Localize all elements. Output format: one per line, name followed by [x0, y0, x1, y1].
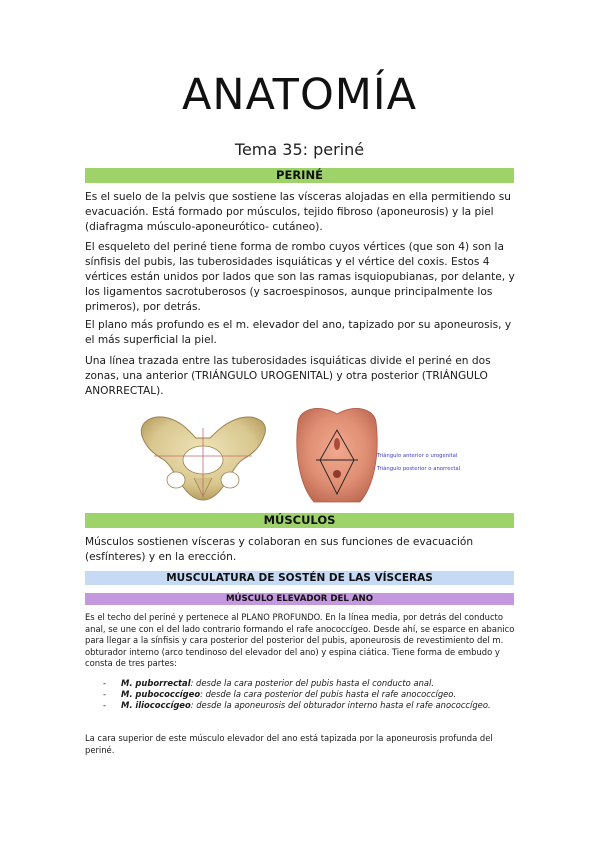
muscle-part-name: M. puborrectal [121, 678, 191, 688]
paragraph-triangles: Una línea trazada entre las tuberosidades isquiáticas divide el periné en dos zonas, una anterior (TRIÁNGULO UROGENITAL) y otra posterior (TRIÁNGULO ANORRECTAL). [85, 355, 491, 397]
list-item [103, 689, 503, 700]
muscle-part-description: : desde la cara posterior del pubis hasta el conducto anal. [190, 678, 435, 688]
figure-label-urogenital: Triángulo anterior o urogenital [377, 453, 458, 459]
paragraph-skeleton: El esqueleto del periné tiene forma de rombo cuyos vértices (que son 4) son la sínfisis del pubis, las tuberosidades isquiáticas y el vértice del coxis. Estos 4 vértices están unidos por lados que son las ramas isquiopubianas, por delante, y los ligamentos sacrotuberosos (y sacroespinosos, aunque principalmente los primeros), por detrás. [85, 241, 515, 313]
muscle-part-name: M. pubococcígeo [121, 689, 201, 700]
muscle-part-name: M. iliococcígeo [121, 700, 191, 711]
page-subtitle: Tema 35: periné [234, 140, 365, 159]
paragraph-elevador-intro: Es el techo del periné y pertenece al PLANO PROFUNDO. En la línea media, por detrás del conducto anal, se une con el del lado contrario formando el rafe anococcígeo. Desde ahí, se esparce en abanico para llegar a la sínfisis y cara posterior del posterior del pubis, aponeurosis de revestimiento del m. obturador interno (arco tendinoso del elevador del ano) y espina ciática. Tiene forma de embudo y consta de tres partes: [85, 612, 515, 668]
list-item [103, 700, 503, 711]
paragraph-deep-plane: El plano más profundo es el m. elevador del ano, tapizado por su aponeurosis, y el más superficial la piel. [85, 319, 512, 346]
section-heading-perine: PERINÉ [85, 168, 514, 183]
section-heading-musculos: MÚSCULOS [85, 513, 514, 528]
muscle-part-description: : desde la cara posterior del pubis hasta el rafe anococcígeo. [200, 689, 457, 700]
paragraph-muscles: Músculos sostienen vísceras y colaboran en sus funciones de evacuación (esfínteres) y en la erección. [85, 536, 474, 563]
pelvis-bone-illustration [134, 408, 272, 504]
subheading-musculatura-sosten: MUSCULATURA DE SOSTÉN DE LAS VÍSCERAS [85, 571, 514, 585]
page-title: ANATOMÍA [182, 70, 417, 120]
paragraph-definition: Es el suelo de la pelvis que sostiene las vísceras alojadas en ella permitiendo su evacuación. Está formado por músculos, tejido fibroso (aponeurosis) y la piel (diafragma músculo-aponeurótico- cutáneo). [85, 191, 511, 233]
paragraph-closing: La cara superior de este músculo elevador del ano está tapizada por la aponeurosis profunda del periné. [85, 733, 493, 755]
list-item [103, 678, 503, 689]
subheading-elevador-ano: MÚSCULO ELEVADOR DEL ANO [85, 593, 514, 605]
perineum-illustration [294, 404, 380, 506]
muscle-part-description: : desde la aponeurosis del obturador interno hasta el rafe anococcígeo. [190, 700, 491, 711]
figure-label-anorrectal: Triángulo posterior o anorrectal [377, 466, 461, 472]
muscle-parts-list [103, 678, 503, 712]
